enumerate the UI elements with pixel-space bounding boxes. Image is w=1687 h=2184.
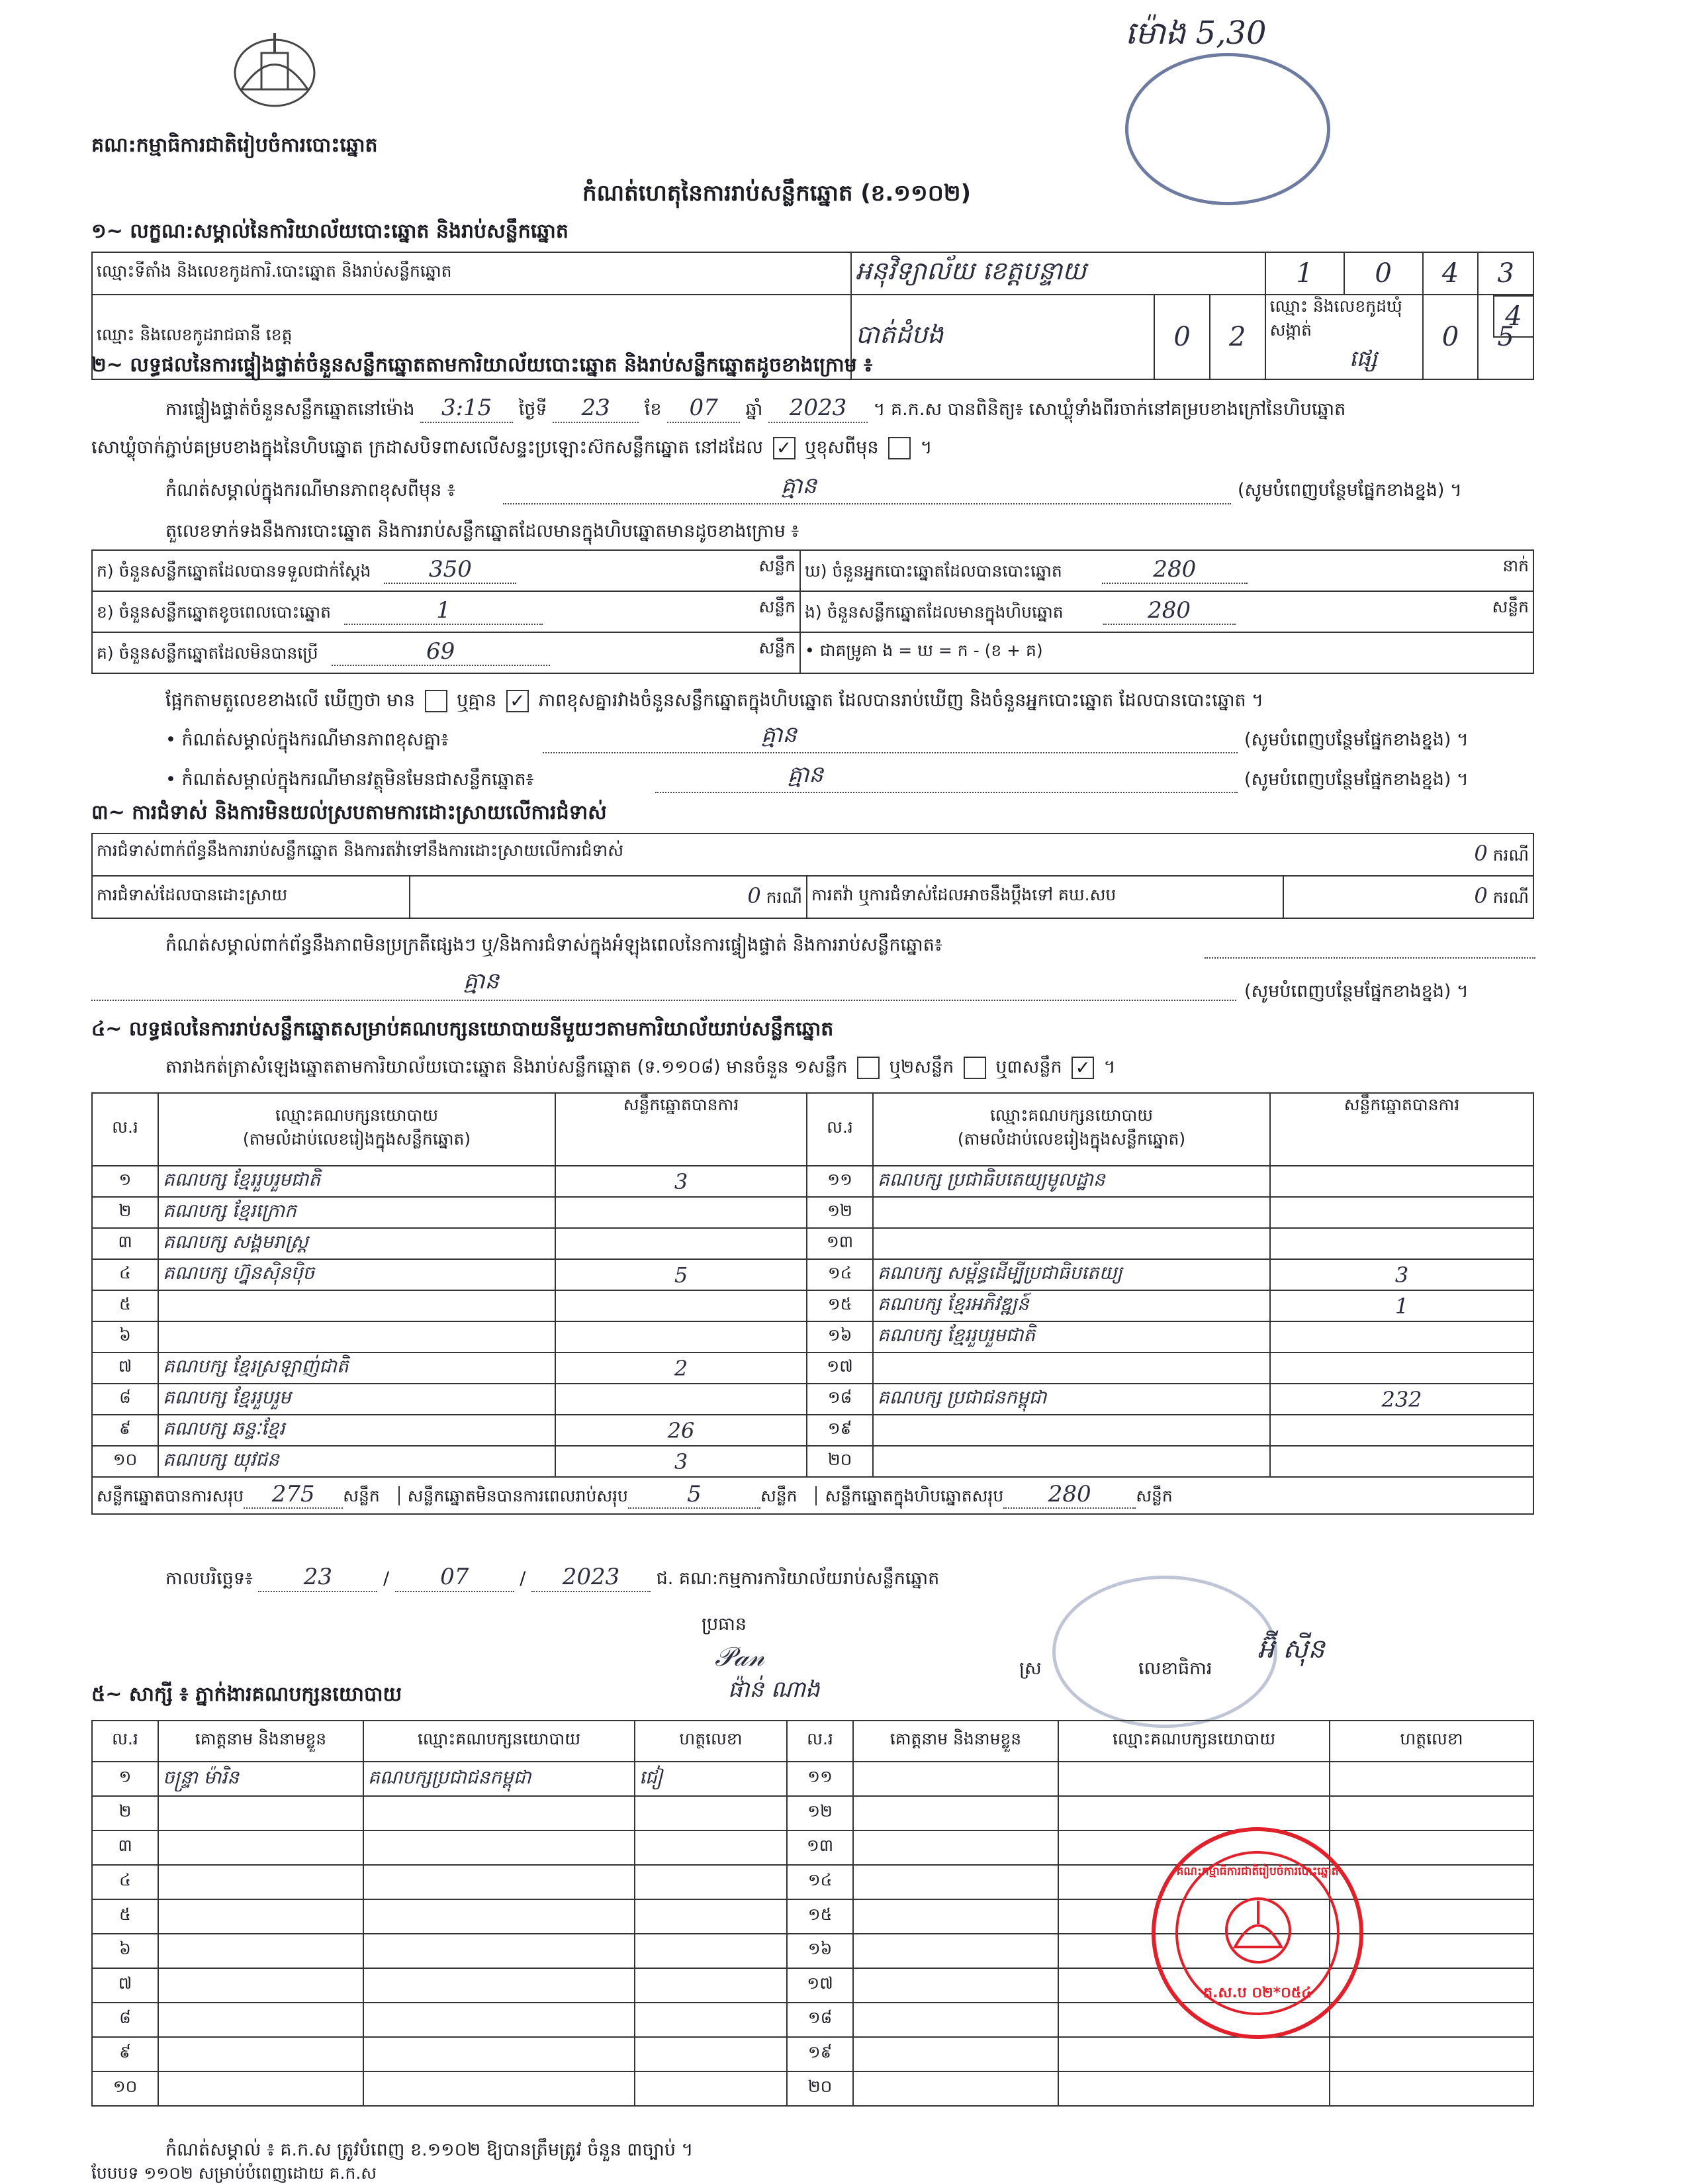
province-code-digit: 0 [1154,295,1210,379]
party-name: គណបក្ស សម្ព័ន្ធដើម្បីប្រជាធិបតេយ្យ [873,1259,1270,1290]
row-number: ៩ [92,1415,158,1446]
witness-party [363,1796,635,1830]
row-number: ៦ [92,1934,158,1968]
row-number: ៤ [92,1259,158,1290]
party-votes: 2 [555,1353,807,1384]
commune-code-digit: 0 [1423,295,1479,379]
witness-col-no: ល.រ [787,1721,853,1762]
verify-line-2: សោឃ្លុំចាក់ភ្ជាប់គម្របខាងក្នុងនៃហិបឆ្នោត ក្រដាសបិទពាសលើសន្ទះប្រឡោះស៊កសន្លឹកឆ្នោត នៅដដែល ✓ ឬខុសពីមុន ។ [91,437,933,459]
results-totals: សន្លឹកឆ្នោតបានការសរុប 275 សន្លឹក សន្លឹកឆ្នោតមិនបានការពេលរាប់សរុប 5 សន្លឹក សន្លឹកឆ្នោតក្នុងហិបឆ្នោតសរុប 280 សន្លឹក [92,1477,1533,1514]
col-party-header: ឈ្មោះគណបក្សនយោបាយ (តាមលំដាប់លេខរៀងក្នុងសន្លឹកឆ្នោត) [158,1093,555,1166]
party-name: គណបក្ស ខ្មែររួបរួមជាតិ [873,1321,1270,1353]
form-code: បែបបទ ១១០២ សម្រាប់បំពេញដោយ គ.ក.ស [91,2163,377,2183]
row-number: ៧ [92,1968,158,2003]
note-foreign-value: គ្មាន [788,761,823,788]
commune-value: ផ្សេ [1349,346,1378,372]
row-number: ១៨ [787,2003,853,2037]
row-number: ១៩ [807,1415,873,1446]
witness-signature [1330,1968,1533,2003]
party-name: គណបក្ស ប្រជាជនកម្ពុជា [873,1384,1270,1415]
witness-party [1058,1796,1330,1830]
witness-signature [635,1899,787,1934]
row-number: ២០ [787,2071,853,2106]
complaints-table [91,833,1534,919]
total-box: 280 [1003,1481,1136,1509]
results-row [92,1446,1533,1477]
secretary-label: លេខាធិការ [1138,1658,1212,1679]
witness-row [92,1796,1533,1830]
witness-name [158,1968,363,2003]
row-number: ១៧ [807,1353,873,1384]
chair-name: ផ៉ាន់ ណាង [728,1676,820,1703]
royal-emblem-icon [225,26,324,113]
two-sheet-checkbox[interactable] [964,1057,986,1079]
party-name: គណបក្ស ខ្មែរស្រឡាញ់ជាតិ [158,1353,555,1384]
witness-name [853,1762,1058,1796]
party-votes: 3 [555,1166,807,1197]
party-name [873,1415,1270,1446]
party-name: គណបក្ស ខ្មែរក្រោក [158,1197,555,1228]
witness-row [92,2037,1533,2071]
count-item-a: ក) ចំនួនសន្លឹកឆ្នោតដែលបានទទួលជាក់ស្តែង 350 សន្លឹក [92,550,800,591]
party-votes: 3 [555,1446,807,1477]
party-votes [1270,1197,1533,1228]
note-diff2-label: • កំណត់សម្គាល់ក្នុងករណីមានភាពខុសគ្នា៖ [165,730,449,750]
row-number: ៤ [92,1865,158,1899]
province-code-digit: 2 [1210,295,1265,379]
witness-signature [1330,1830,1533,1865]
witness-row [92,2071,1533,2106]
results-row [92,1415,1533,1446]
row-number: ៧ [92,1353,158,1384]
count-value-a: 350 [384,556,516,584]
witness-name [853,2003,1058,2037]
note-foreign-label: • កំណត់សម្គាល់ក្នុងករណីមានវត្ថុមិនមែនជាសន្លឹកឆ្នោត៖ [165,769,534,790]
has-diff-checkbox[interactable] [425,690,447,712]
count-item-c: គ) ចំនួនសន្លឹកឆ្នោតដែលមិនបានប្រើ 69 សន្លឹក [92,632,800,673]
count-item-b: ខ) ចំនួនសន្លឹកឆ្នោតខូចពេលបោះឆ្នោត 1 សន្លឹក [92,591,800,632]
count-table [91,549,1534,674]
witness-name [853,2037,1058,2071]
member-label: ស្រ [1019,1658,1042,1679]
results-row [92,1384,1533,1415]
results-row [92,1197,1533,1228]
complaint-count-1: 0 [1474,840,1488,866]
footnote: កំណត់សម្គាល់ ៖ គ.ក.ស ត្រូវបំពេញ ខ.១១០២ ឱ្យបានត្រឹមត្រូវ ចំនួន ៣ច្បាប់ ។ [165,2140,694,2160]
official-stamp-blue [1125,53,1330,205]
appeal-cell: 0 ករណី [1283,876,1533,918]
col-no-header: ល.រ [92,1093,158,1166]
section4-heading: ៤~ លទ្ធផលនៃការរាប់សន្លឹកឆ្នោតសម្រាប់គណបក្សនយោបាយនីមួយៗតាមការិយាល័យរាប់សន្លឹកឆ្នោត [91,1018,834,1041]
verify-line: ការផ្ទៀងផ្ទាត់ចំនួនសន្លឹកឆ្នោតនៅម៉ោង 3:15 ថ្ងៃទី 23 ខែ 07 ឆ្នាំ 2023 ។ គ.ក.ស បានពិនិត្យ៖ សោឃ្លុំទាំងពីរចាក់នៅគម្របខាងក្រៅនៃហិបឆ្នោត [165,395,1345,423]
party-name: គណបក្ស ខ្មែររួបរួម [158,1384,555,1415]
complaint-row-1: ការជំទាស់ពាក់ព័ន្ធនឹងការរាប់សន្លឹកឆ្នោត និងការតវ៉ាទៅនឹងការដោះស្រាយលើការជំទាស់ 0 ករណី [92,833,1533,876]
party-votes: 26 [555,1415,807,1446]
date-line: កាលបរិច្ឆេទ៖ 23 / 07 / 2023 ជ. គណ:កម្មការការិយាល័យរាប់សន្លឹកឆ្នោត [165,1564,939,1592]
commune-cell [1265,295,1423,379]
count-value-d: 280 [1102,556,1248,584]
row-number: ១៨ [807,1384,873,1415]
results-row [92,1166,1533,1197]
witness-signature [635,1865,787,1899]
location-code-digit: 1 [1265,252,1344,295]
section1-heading: ១~ លក្ខណ:សម្គាល់នៃការិយាល័យបោះឆ្នោត និងរាប់សន្លឹកឆ្នោត [91,220,569,243]
commune-label: ឈ្មោះ និងលេខកូដឃុំ សង្កាត់ [1269,297,1402,340]
witness-party [363,1830,635,1865]
row-number: ១២ [807,1197,873,1228]
count-item-e: ង) ចំនួនសន្លឹកឆ្នោតដែលមានក្នុងហិបឆ្នោត 280 សន្លឹក [800,591,1533,632]
faint-stamp [1052,1576,1277,1728]
row-number: ១៣ [787,1830,853,1865]
party-votes [1270,1353,1533,1384]
resolved-count: 0 [747,882,761,908]
witness-signature [635,2037,787,2071]
witness-party [363,2037,635,2071]
party-name [158,1290,555,1321]
row-number: ៩ [92,2037,158,2071]
row-number: ១ [92,1166,158,1197]
party-votes [555,1384,807,1415]
witness-signature [1330,1762,1533,1796]
unchanged-checkbox[interactable]: ✓ [773,437,796,459]
row-number: ១៥ [807,1290,873,1321]
row-number: ១៩ [787,2037,853,2071]
party-results-table [91,1092,1534,1515]
witness-name [158,1934,363,1968]
row-number: ១៦ [787,1934,853,1968]
one-sheet-checkbox[interactable] [857,1057,880,1079]
party-votes: 232 [1270,1384,1533,1415]
witness-name [853,1830,1058,1865]
total-valid: 275 [244,1481,343,1509]
note-diff-label: កំណត់សម្គាល់ក្នុងករណីមានភាពខុសពីមុន ៖ [165,480,455,500]
total-invalid: 5 [628,1481,760,1509]
date-year: 2023 [531,1564,651,1592]
witness-signature [635,1968,787,2003]
party-votes [1270,1415,1533,1446]
party-votes [1270,1446,1533,1477]
row-number: ៨ [92,2003,158,2037]
verify-day: 23 [553,395,639,423]
commune-code-digit: 4 [1493,295,1534,338]
results-row [92,1228,1533,1259]
page-title: កំណត់ហេតុនៃការរាប់សន្លឹកឆ្នោត (ខ.១១០២) [582,180,972,207]
witness-col-party: ឈ្មោះគណបក្សនយោបាយ [1058,1721,1330,1762]
witness-name [853,1968,1058,2003]
witness-name [158,1865,363,1899]
note-diff2-value: គ្មាន [761,722,797,748]
witness-signature [635,2071,787,2106]
party-votes: 3 [1270,1259,1533,1290]
party-votes [555,1290,807,1321]
party-votes [555,1321,807,1353]
witness-name [158,2003,363,2037]
witness-name [158,2037,363,2071]
witness-name [158,1796,363,1830]
witness-name [853,1796,1058,1830]
party-name: គណបក្ស សង្គមរាស្ត្រ [158,1228,555,1259]
party-name [873,1228,1270,1259]
row-number: ១១ [787,1762,853,1796]
witness-signature: ជៀ [635,1762,787,1796]
witness-name: ចន្ទ្រា ម៉ារិន [158,1762,363,1796]
appeal-label: ការតវ៉ា ឬការជំទាស់ដែលអាចនឹងប្ដឹងទៅ គឃ.សប [807,876,1283,918]
row-number: ២ [92,1796,158,1830]
irregularity-note-value: គ្មាន [463,968,499,994]
witness-signature [635,1830,787,1865]
chair-label: ប្រធាន [702,1614,747,1635]
witness-signature [1330,2071,1533,2106]
count-value-c: 69 [332,638,550,666]
witness-col-no: ល.រ [92,1721,158,1762]
count-value-e: 280 [1103,597,1236,625]
row-number: ៣ [92,1830,158,1865]
date-month: 07 [395,1564,514,1592]
witness-party [363,1865,635,1899]
witness-party [363,1934,635,1968]
location-code-digit: 4 [1423,252,1479,295]
province-label: ឈ្មោះ និងលេខកូដរាជធានី ខេត្ត [92,295,851,379]
province-value: បាត់ដំបង [851,295,1155,379]
party-votes [1270,1166,1533,1197]
count-intro: តួលេខទាក់ទងនឹងការបោះឆ្នោត និងការរាប់សន្លឹកឆ្នោតដែលមានក្នុងហិបឆ្នោតមានដូចខាងក្រោម ៖ [165,521,799,542]
section2-heading: ២~ លទ្ធផលនៃការផ្ទៀងផ្ទាត់ចំនួនសន្លឹកឆ្នោតតាមការិយាល័យបោះឆ្នោត និងរាប់សន្លឹកឆ្នោតដូចខាងក្រោម ៖ [91,354,873,377]
witness-name [853,2071,1058,2106]
party-votes [1270,1228,1533,1259]
witness-col-name: គោត្តនាម និងនាមខ្លួន [853,1721,1058,1762]
witness-col-name: គោត្តនាម និងនាមខ្លួន [158,1721,363,1762]
commune-code-digit: 5 [1478,295,1533,379]
based-line: ផ្អែកតាមតួលេខខាងលើ ឃើញថា មាន ឬគ្មាន ✓ ភាពខុសគ្នារវាងចំនួនសន្លឹកឆ្នោតក្នុងហិបឆ្នោត ដែលបានរាប់ឃើញ និងចំនួនអ្នកបោះឆ្នោត ដែលបានបោះឆ្នោត ។ [165,690,1264,712]
resolved-label: ការជំទាស់ដែលបានដោះស្រាយ [92,876,410,918]
witness-party: គណបក្សប្រជាជនកម្ពុជា [363,1762,635,1796]
note-more: (សូមបំពេញបន្ថែមផ្នែកខាងខ្នង) ។ [1238,480,1462,500]
no-diff-checkbox[interactable]: ✓ [506,690,529,712]
results-row [92,1290,1533,1321]
witness-name [853,1899,1058,1934]
count-formula: • ជាគម្រូគា ង = ឃ = ក - (ខ + គ) [800,632,1533,673]
results-row [92,1259,1533,1290]
row-number: ២ [92,1197,158,1228]
col-votes-header: សន្លឹកឆ្នោតបានការ [555,1093,807,1166]
witness-col-sign: ហត្ថលេខា [635,1721,787,1762]
party-name [873,1446,1270,1477]
row-number: ៥ [92,1290,158,1321]
secretary-signature: អ៊ី ស៊ីន [1257,1634,1325,1664]
party-name: គណបក្ស ឆន្ទៈខ្មែរ [158,1415,555,1446]
witness-name [853,1865,1058,1899]
witness-party [363,2003,635,2037]
party-votes [1270,1321,1533,1353]
party-votes: 5 [555,1259,807,1290]
party-votes [555,1228,807,1259]
section5-heading: ៥~ សាក្សី ៖ ភ្នាក់ងារគណបក្សនយោបាយ [91,1683,402,1706]
row-number: ៣ [92,1228,158,1259]
top-handwriting: ម៉ោង 5,30 [1125,15,1267,52]
three-sheet-checkbox[interactable]: ✓ [1071,1057,1094,1079]
col-no-header: ល.រ [807,1093,873,1166]
witness-name [158,1830,363,1865]
row-number: ១១ [807,1166,873,1197]
row-number: ២០ [807,1446,873,1477]
resolved-cell: 0 ករណី [410,876,807,918]
stamp-emblem-icon [1222,1894,1295,1967]
location-code-digit: 3 [1478,252,1533,295]
row-number: ១៤ [807,1259,873,1290]
chair-signature: 𝒫𝒶𝓃 [715,1642,765,1672]
witness-signature [1330,2037,1533,2071]
row-number: ៥ [92,1899,158,1934]
witness-signature [635,1796,787,1830]
col-party-header: ឈ្មោះគណបក្សនយោបាយ (តាមលំដាប់លេខរៀងក្នុងសន្លឹកឆ្នោត) [873,1093,1270,1166]
col-votes-header: សន្លឹកឆ្នោតបានការ [1270,1093,1533,1166]
row-number: ១០ [92,1446,158,1477]
witness-party [1058,2071,1330,2106]
witness-party [1058,2037,1330,2071]
party-name [873,1197,1270,1228]
results-row [92,1353,1533,1384]
witness-signature [635,2003,787,2037]
row-number: ១៤ [787,1865,853,1899]
official-stamp-red: គណ:កម្មាធិការជាតិរៀបចំការបោះឆ្នោត គ.ស.ប ០២*០៥៤ [1152,1827,1363,2039]
ballot-count-report: ម៉ោង 5,30 គណ:កម្មាធិការជាតិរៀបចំការបោះឆ្នោត កំណត់ហេតុនៃការរាប់សន្លឹកឆ្នោត (ខ.១១០២) ១~ លក្ខណ:សម្គាល់នៃការិយាល័យបោះឆ្នោត និងរាប់សន្លឹកឆ្នោត ឈ្មោះទីតាំង និងលេខកូដការិ.បោះឆ្នោត និងរាប់សន្លឹកឆ្នោត អនុវិទ្យាល័យ ខេត្តបន្ទាយ 1 0 4 3 ឈ្មោះ និងលេខកូដរាជធានី ខេត្ត បាត់ដំបង 0 2 ឈ្មោះ និងលេខកូដឃុំ សង្កាត់ ផ្សេ 0 5 4 ២~ លទ្ធផលនៃការផ្ទៀងផ្ទាត់ចំនួនសន្លឹកឆ្នោតតាមការិយាល័យបោះឆ្នោត និងរាប់សន្លឹកឆ្នោតដូចខាងក្រោម ៖ ការផ្ទៀងផ្ទាត់ចំនួនសន្លឹកឆ្នោតនៅម៉ោង 3:15 ថ្ងៃទី 23 ខែ 07 ឆ្នាំ 2023 ។ គ.ក.ស បានពិនិត្យ៖ សោឃ្លុំទាំងពីរចាក់នៅគម្របខាងក្រៅនៃហិបឆ្នោត សោឃ្លុំចាក់ភ្ជាប់គម្របខាងក្នុងនៃហិបឆ្នោត ក្រដាសបិទពាសលើសន្ទះប្រឡោះស៊កសន្លឹកឆ្នោត នៅដដែល ✓ ឬខុសពីមុន ។ កំណត់សម្គាល់ក្នុងករណីមានភាពខុសពីមុន ៖ គ្មាន (សូមបំពេញបន្ថែមផ្នែកខាងខ្នង) ។ តួលេខទាក់ទងនឹងការបោះឆ្នោត និងការរាប់សន្លឹកឆ្នោតដែលមានក្នុងហិបឆ្នោតមានដូចខាងក្រោម ៖ ក) ចំនួនសន្លឹកឆ្នោតដែលបានទទួលជាក់ស្តែង 350 សន្លឹក ឃ) ចំនួនអ្នកបោះឆ្នោតដែលបានបោះឆ្នោត 280 នាក់ ខ) ចំនួនសន្លឹកឆ្នោតខូចពេលបោះឆ្នោត 1 សន្លឹក ង) ចំនួនសន្លឹកឆ្នោតដែលមានក្នុងហិបឆ្នោត 280 សន្លឹក គ) ចំនួនសន្លឹកឆ្នោតដែលមិនបានប្រើ 69 សន្លឹក • ជាគម្រូគា ង = ឃ = ក - (ខ + គ) ផ្អែកតាមតួលេខខាងលើ ឃើញថា មាន ឬគ្មាន ✓ ភាពខុសគ្នារវាងចំនួនសន្លឹកឆ្នោតក្នុងហិបឆ្នោត ដែលបានរាប់ឃើញ និងចំនួនអ្នកបោះឆ្នោត ដែលបានបោះឆ្នោត ។ • កំណត់សម្គាល់ក្នុងករណីមានភាពខុសគ្នា៖ គ្មាន (សូមបំពេញបន្ថែមផ្នែកខាងខ្នង) ។ • កំណត់សម្គាល់ក្នុងករណីមានវត្ថុមិនមែនជាសន្លឹកឆ្នោត៖ គ្មាន (សូមបំពេញបន្ថែមផ្នែកខាងខ្នង) ។ ៣~ ការជំទាស់ និងការមិនយល់ស្របតាមការដោះស្រាយលើការជំទាស់ ការជំទាស់ពាក់ព័ន្ធនឹងការរាប់សន្លឹកឆ្នោត និងការតវ៉ាទៅនឹងការដោះស្រាយលើការជំទាស់ 0 ករណី ការជំទាស់ដែលបានដោះស្រាយ 0 ករណី ការតវ៉ា ឬការជំទាស់ដែលអាចនឹងប្ដឹងទៅ គឃ.សប 0 ករណី កំណត់សម្គាល់ពាក់ព័ន្ធនឹងភាពមិនប្រក្រតីផ្សេងៗ ឬ/និងការជំទាស់ក្នុងអំឡុងពេលនៃការផ្ទៀងផ្ទាត់ និងការរាប់សន្លឹកឆ្នោត៖ គ្មាន (សូមបំពេញបន្ថែមផ្នែកខាងខ្នង) ។ ៤~ លទ្ធផលនៃការរាប់សន្លឹកឆ្នោតសម្រាប់គណបក្សនយោបាយនីមួយៗតាមការិយាល័យរាប់សន្លឹកឆ្នោត តារាងកត់ត្រាសំឡេងឆ្នោតតាមការិយាល័យបោះឆ្នោត និងរាប់សន្លឹកឆ្នោត (ទ.១១០៨) មានចំនួន ១សន្លឹក ឬ២សន្លឹក ឬ៣សន្លឹក ✓ ។ ល.រ ឈ្មោះគណបក្សនយោបាយ (តាមលំដាប់លេខរៀងក្នុងសន្លឹកឆ្នោត) សន្លឹកឆ្នោតបានការ ល.រ ឈ្មោះគណបក្សនយោបាយ (តាមលំដាប់លេខរៀងក្នុងសន្លឹកឆ្នោត) សន្លឹកឆ្នោតបានការ ១ គណបក្ស ខ្មែររួបរួមជាតិ 3 ១១ គណបក្ស ប្រជាធិបតេយ្យមូលដ្ឋាន ២ គណបក្ស ខ្មែរក្រោក ១២ ៣ គណបក្ស សង្គមរាស្ត្រ ១៣ ៤ គណបក្ស ហ្វ៊ុនស៊ិនប៉ិច 5 ១៤ គណបក្ស សម្ព័ន្ធដើម្បីប្រជាធិបតេយ្យ 3 ៥ ១៥ គណបក្ស ខ្មែរអភិវឌ្ឍន៍ 1 ៦ ១៦ គណបក្ស ខ្មែររួបរួមជាតិ ៧ គណបក្ស ខ្មែរស្រឡាញ់ជាតិ 2 ១៧ ៨ គណបក្ស ខ្មែររួបរួម ១៨ គណបក្ស ប្រជាជនកម្ពុជា 232 ៩ គណបក្ស ឆន្ទៈខ្មែរ 26 ១៩ ១០ គណបក្ស យុវជន 3 ២០ សន្លឹកឆ្នោតបានការសរុប 275 សន្លឹក សន្លឹកឆ្នោតមិនបានការពេលរាប់សរុប 5 សន្លឹក សន្លឹកឆ្នោតក្នុងហិបឆ្នោតសរុប 280 សន្លឹក កាលបរិច្ឆេទ៖ 23 / 07 / 2023 ជ. គណ:កម្មការការិយាល័យរាប់សន្លឹកឆ្នោត ប្រធាន 𝒫𝒶𝓃 ផ៉ាន់ ណាង ស្រ លេខាធិការ អ៊ី ស៊ីន ៥~ សាក្សី ៖ ភ្នាក់ងារគណបក្សនយោបាយ ល.រ គោត្តនាម និងនាមខ្លួន ឈ្មោះគណបក្សនយោបាយ ហត្ថលេខា ល.រ គោត្តនាម និងនាមខ្លួន ឈ្មោះគណបក្សនយោបាយ ហត្ថលេខា ១ ចន្ទ្រា ម៉ារិន គណបក្សប្រជាជនកម្ពុជា ជៀ ១១ ២ ១២ ៣ ១៣ ៤ ១៤ ៥ ១៥ ៦ ១៦ ៧ ១៧ ៨ ១៨ ៩ ១៩ ១០ ២០ គណ:កម្មាធិការជាតិរៀបចំការបោះឆ្នោត គ.ស.ប ០២*០៥៤ កំណត់សម្គាល់ ៖ គ.ក.ស ត្រូវបំពេញ ខ.១១០២ ឱ្យបានត្រឹមត្រូវ ចំនួន ៣ច្បាប់ ។ បែបបទ ១១០២ សម្រាប់បំពេញដោយ គ.ក.ស [0,0,1687,2184]
changed-checkbox[interactable] [888,437,911,459]
row-number: ១៧ [787,1968,853,2003]
verify-month: 07 [667,395,740,423]
party-name: គណបក្ស ហ្វ៊ុនស៊ិនប៉ិច [158,1259,555,1290]
witness-col-sign: ហត្ថលេខា [1330,1721,1533,1762]
witness-row [92,1762,1533,1796]
results-row [92,1321,1533,1353]
row-number: ១ [92,1762,158,1796]
party-name: គណបក្ស យុវជន [158,1446,555,1477]
witness-name [158,2071,363,2106]
witness-name [853,1934,1058,1968]
note-diff-value: គ្មាន [781,473,817,499]
party-votes [555,1197,807,1228]
count-value-b: 1 [344,597,543,625]
witness-signature [635,1934,787,1968]
witness-party [363,2071,635,2106]
location-value: អនុវិទ្យាល័យ ខេត្តបន្ទាយ [851,252,1265,295]
row-number: ១២ [787,1796,853,1830]
witness-party [1058,1762,1330,1796]
row-number: ១៣ [807,1228,873,1259]
witness-col-party: ឈ្មោះគណបក្សនយោបាយ [363,1721,635,1762]
party-votes: 1 [1270,1290,1533,1321]
party-name [158,1321,555,1353]
count-item-d: ឃ) ចំនួនអ្នកបោះឆ្នោតដែលបានបោះឆ្នោត 280 នាក់ [800,550,1533,591]
witness-name [158,1899,363,1934]
verify-time: 3:15 [420,395,513,423]
witness-party [363,1968,635,2003]
section3-heading: ៣~ ការជំទាស់ និងការមិនយល់ស្របតាមការដោះស្រាយលើការជំទាស់ [91,801,607,824]
tally-sheet-line: តារាងកត់ត្រាសំឡេងឆ្នោតតាមការិយាល័យបោះឆ្នោត និងរាប់សន្លឹកឆ្នោត (ទ.១១០៨) មានចំនួន ១សន្លឹក ឬ២សន្លឹក ឬ៣សន្លឹក ✓ ។ [165,1057,1116,1078]
verify-year: 2023 [768,395,868,423]
appeal-count: 0 [1474,882,1488,908]
witness-signature [1330,2003,1533,2037]
date-day: 23 [258,1564,377,1592]
party-name: គណបក្ស ខ្មែររួបរួមជាតិ [158,1166,555,1197]
party-name [873,1353,1270,1384]
commission-name: គណ:កម្មាធិការជាតិរៀបចំការបោះឆ្នោត [91,134,378,157]
row-number: ១៦ [807,1321,873,1353]
irregularity-note-label: កំណត់សម្គាល់ពាក់ព័ន្ធនឹងភាពមិនប្រក្រតីផ្សេងៗ ឬ/និងការជំទាស់ក្នុងអំឡុងពេលនៃការផ្ទៀងផ្ទាត់ និងការរាប់សន្លឹកឆ្នោត៖ [165,935,942,955]
party-name: គណបក្ស ប្រជាធិបតេយ្យមូលដ្ឋាន [873,1166,1270,1197]
witness-signature [1330,1796,1533,1830]
row-number: ៨ [92,1384,158,1415]
witness-signature [1330,1865,1533,1899]
witness-party [363,1899,635,1934]
location-label: ឈ្មោះទីតាំង និងលេខកូដការិ.បោះឆ្នោត និងរាប់សន្លឹកឆ្នោត [92,252,851,295]
row-number: ១០ [92,2071,158,2106]
party-name: គណបក្ស ខ្មែរអភិវឌ្ឍន៍ [873,1290,1270,1321]
row-number: ១៥ [787,1899,853,1934]
location-code-digit: 0 [1344,252,1423,295]
row-number: ៦ [92,1321,158,1353]
